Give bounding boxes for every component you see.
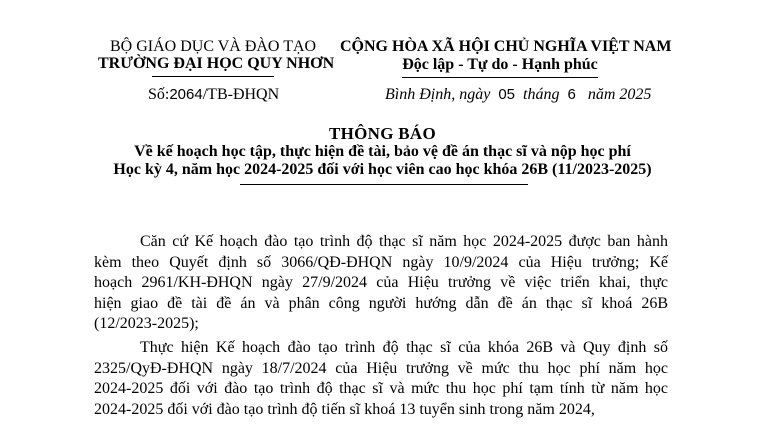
paragraph-line: 2024-2025 đối với đào tạo trình độ tiến sĩ khoá 13 tuyển sinh trong năm 2024, (94, 400, 595, 418)
paragraph-line: hiện giao đề tài đề án và phân công người hướng dẫn đề án thạc sĩ khoá 26B (94, 294, 668, 312)
document-title: THÔNG BÁO (328, 124, 437, 143)
date-month: 6 (567, 86, 576, 103)
document-number-prefix: Số: (148, 86, 170, 103)
paragraph-line: hoạch 2961/KH-ĐHQN ngày 27/9/2024 của Hiệu trưởng về việc triển khai, thực (94, 274, 668, 291)
date-place: Bình Định, ngày (385, 86, 491, 103)
paragraph-line: Thực hiện Kế hoạch đào tạo trình độ thạc sĩ của khóa 26B và Quy định số (140, 339, 668, 356)
republic-name: CỘNG HÒA XÃ HỘI CHỦ NGHĨA VIỆT NAM (340, 38, 672, 55)
paragraph-line: 2024-2025 đối với đào tạo trình độ thạc sĩ và mức thu học phí tạm tính từ năm học (94, 380, 668, 397)
date-year: năm 2025 (587, 86, 652, 103)
title-underline (240, 184, 528, 185)
university-underline (152, 76, 274, 77)
document-number-value: 2064 (169, 86, 203, 103)
paragraph-1 (94, 232, 668, 335)
paragraph-line: (12/2023-2025); (94, 315, 199, 332)
document-number-suffix: /TB-ĐHQN (202, 86, 280, 103)
document-date (385, 85, 651, 104)
paragraph-line: 2325/QyĐ-ĐHQN ngày 18/7/2024 của Hiệu trưởng về mức thu học phí năm học (94, 359, 668, 377)
document-subtitle-line-1: Về kế hoạch học tập, thực hiện đề tài, bảo vệ đề án thạc sĩ và nộp học phí (134, 143, 631, 160)
date-month-label: tháng (523, 86, 560, 103)
paragraph-line: Căn cứ Kế hoạch đào tạo trình độ thạc sĩ năm học 2024-2025 được ban hành (140, 233, 668, 250)
motto-underline (402, 77, 598, 78)
document-number (148, 85, 279, 104)
document-subtitle-line-2: Học kỳ 4, năm học 2024-2025 đối với học viên cao học khóa 26B (11/2023-2025) (113, 161, 652, 178)
date-day: 05 (498, 86, 516, 103)
national-motto: Độc lập - Tự do - Hạnh phúc (402, 56, 598, 73)
ministry-name: BỘ GIÁO DỤC VÀ ĐÀO TẠO (110, 38, 317, 55)
university-name: TRƯỜNG ĐẠI HỌC QUY NHƠN (98, 55, 335, 72)
paragraph-2 (94, 338, 668, 420)
paragraph-line: kèm theo Quyết định số 3066/QĐ-ĐHQN ngày 10/9/2024 của Hiệu trưởng; Kế (94, 253, 668, 271)
